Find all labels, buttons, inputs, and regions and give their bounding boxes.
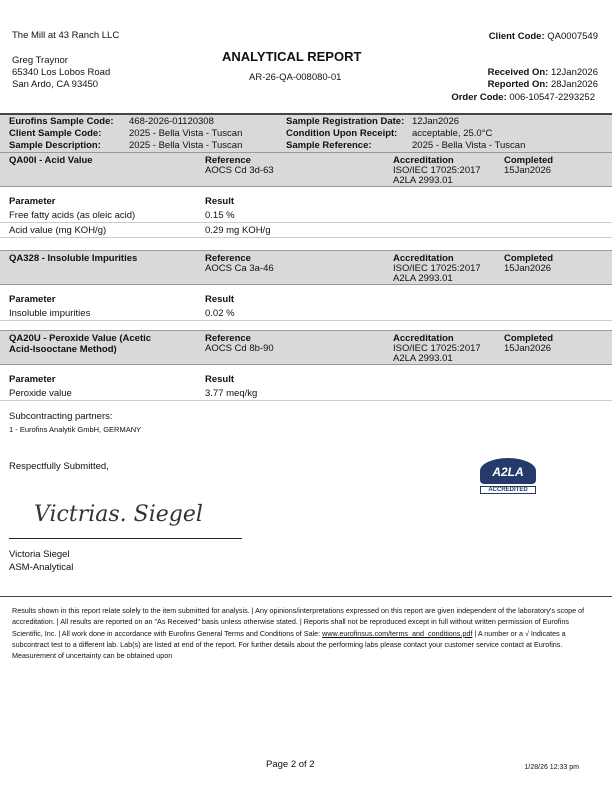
completed-label: Completed [504, 253, 554, 264]
divider [0, 186, 612, 187]
parameter-header: Parameter [9, 374, 56, 385]
test-reference: AOCS Cd 3d-63 [205, 165, 274, 176]
test-name: QA20U - Peroxide Value (Acetic [9, 333, 152, 344]
accredited-badge: ACCREDITED [480, 486, 536, 494]
registration-label: Sample Registration Date: [286, 116, 405, 127]
address-line-2: San Ardo, CA 93450 [12, 79, 99, 90]
signoff-text: Respectfully Submitted, [9, 461, 109, 472]
accreditation-lab: A2LA 2993.01 [393, 273, 453, 284]
test-reference: AOCS Ca 3a-46 [205, 263, 274, 274]
row-divider [0, 222, 612, 223]
completed-date: 15Jan2026 [504, 263, 552, 274]
reported-label: Reported On: [487, 79, 549, 90]
accreditation: ISO/IEC 17025:2017 [393, 263, 481, 274]
condition-label: Condition Upon Receipt: [286, 128, 398, 139]
row-divider [0, 400, 612, 401]
sample-description: 2025 - Bella Vista - Tuscan [129, 140, 243, 151]
divider [0, 250, 612, 251]
footer-divider [0, 596, 612, 597]
a2la-logo-mark: A2LA [480, 458, 536, 484]
test-name-cont: Acid-Isooctane Method) [9, 344, 117, 355]
signature-line [9, 538, 242, 539]
a2la-logo [480, 458, 536, 494]
parameter-result: 3.77 meq/kg [205, 388, 258, 399]
parameter-result: 0.02 % [205, 308, 235, 319]
received-label: Received On: [487, 67, 549, 78]
signer-name: Victoria Siegel [9, 549, 70, 560]
parameter-result: 0.15 % [205, 210, 235, 221]
completed-date: 15Jan2026 [504, 343, 552, 354]
accreditation-label: Accreditation [393, 333, 454, 344]
print-timestamp: 1/28/26 12:33 pm [524, 764, 579, 771]
page-number: Page 2 of 2 [266, 759, 315, 770]
reference-label: Reference [205, 155, 251, 166]
sample-reference: 2025 - Bella Vista - Tuscan [412, 140, 526, 151]
contact-name: Greg Traynor [12, 55, 68, 66]
registration-date: 12Jan2026 [412, 116, 460, 127]
parameter-result: 0.29 mg KOH/g [205, 225, 271, 236]
parameter-name: Acid value (mg KOH/g) [9, 225, 107, 236]
subcontract-item: 1 - Eurofins Analytik GmbH, GERMANY [9, 425, 142, 434]
accreditation: ISO/IEC 17025:2017 [393, 343, 481, 354]
client-sample-label: Client Sample Code: [9, 128, 102, 139]
divider [0, 152, 612, 153]
row-divider [0, 320, 612, 321]
client-sample-code: 2025 - Bella Vista - Tuscan [129, 128, 243, 139]
completed-date: 15Jan2026 [504, 165, 552, 176]
accreditation-lab: A2LA 2993.01 [393, 175, 453, 186]
divider [0, 284, 612, 285]
address-line-1: 65340 Los Lobos Road [12, 67, 111, 78]
subcontract-title: Subcontracting partners: [9, 411, 113, 422]
client-name: The Mill at 43 Ranch LLC [12, 30, 120, 41]
parameter-header: Parameter [9, 196, 56, 207]
result-header: Result [205, 374, 235, 385]
test-reference: AOCS Cd 8b-90 [205, 343, 274, 354]
divider [0, 364, 612, 365]
row-divider [0, 237, 612, 238]
result-header: Result [205, 294, 235, 305]
client-code: QA0007549 [547, 31, 598, 42]
report-title: ANALYTICAL REPORT [222, 49, 362, 64]
report-id: AR-26-QA-008080-01 [249, 72, 342, 83]
result-header: Result [205, 196, 235, 207]
footer-disclaimer: Results shown in this report relate solely to the item submitted for analysis. | Any opinions/interpretations expressed on this report are given independent of the laboratory's scope of accreditation. | All results are reported on an "As Received" basis unless otherwise stated. | Reports shall not be reproduced except in full without written permission of Eurofins Scientific, Inc. | All work done in accordance with Eurofins General Terms and Conditions of Sale: www.eurofinsus.com/terms_and_conditions.pdf | A number or a √ Indicates a subcontract test to a different lab. Lab(s) are listed at end of the report. For further details about the performing labs please contact your customer service contact at Eurofins. Measurement of uncertainty can be obtained upon [12, 606, 585, 661]
eurofins-code-label: Eurofins Sample Code: [9, 116, 114, 127]
client-code-label: Client Code: [488, 31, 545, 42]
test-name: QA00I - Acid Value [9, 155, 93, 166]
accreditation-label: Accreditation [393, 155, 454, 166]
parameter-header: Parameter [9, 294, 56, 305]
parameter-name: Free fatty acids (as oleic acid) [9, 210, 136, 221]
eurofins-code: 468-2026-01120308 [129, 116, 214, 127]
order-label: Order Code: [451, 92, 507, 103]
parameter-name: Peroxide value [9, 388, 72, 399]
reference-label: Reference [205, 253, 251, 264]
reference-label: Sample Reference: [286, 140, 372, 151]
test-name: QA328 - Insoluble Impurities [9, 253, 138, 264]
signer-role: ASM-Analytical [9, 562, 74, 573]
received-date: 12Jan2026 [550, 67, 598, 78]
terms-link[interactable]: www.eurofinsus.com/terms_and_conditions.pdf [322, 628, 473, 638]
accreditation-label: Accreditation [393, 253, 454, 264]
divider [0, 330, 612, 331]
accreditation-lab: A2LA 2993.01 [393, 353, 453, 364]
reference-label: Reference [205, 333, 251, 344]
accreditation: ISO/IEC 17025:2017 [393, 165, 481, 176]
order-code: 006-10547-2293252 [509, 92, 595, 103]
parameter-name: Insoluble impurities [9, 308, 91, 319]
reported-date: 28Jan2026 [550, 79, 598, 90]
completed-label: Completed [504, 155, 554, 166]
condition: acceptable, 25.0°C [412, 128, 493, 139]
completed-label: Completed [504, 333, 554, 344]
description-label: Sample Description: [9, 140, 101, 151]
signature: Victrias. Siegel [34, 502, 203, 527]
